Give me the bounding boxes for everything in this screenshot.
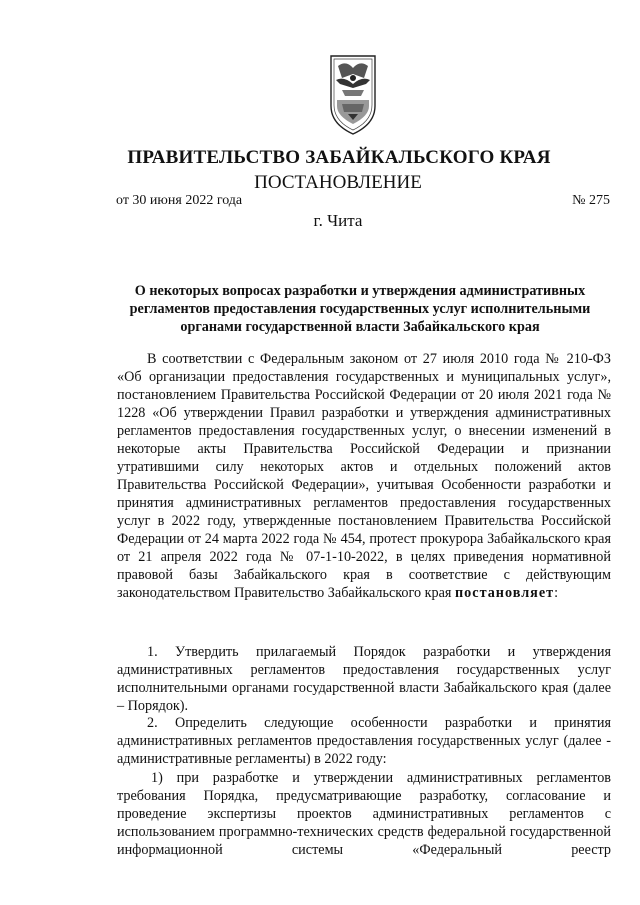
paragraph-2-item-1: 1) при разработке и утверждении административных регламентов требования Порядка, предусматривающие разработку, согласование и проведение экспертизы проектов административных регламентов с использованием программно-технических средств федеральной государственной информационной системы «Федеральный реестр: [117, 770, 611, 858]
document-title: О некоторых вопросах разработки и утверждения административных регламентов предоставления государственных услуг исполнительными органами государственной власти Забайкальского края: [129, 283, 591, 335]
paragraph-2: 2. Определить следующие особенности разработки и принятия административных регламентов предоставления государственных услуг (далее - административные регламенты) в 2022 году:: [117, 715, 611, 767]
resolves-word: постановляет: [455, 585, 555, 601]
document-number: № 275: [572, 193, 610, 208]
paragraph-1: 1. Утвердить прилагаемый Порядок разработки и утверждения административных регламентов предоставления государственных услуг исполнительными органами государственной власти Забайкальского края (далее – Порядок).: [117, 644, 611, 714]
preamble-colon: :: [554, 585, 559, 601]
document-type: ПОСТАНОВЛЕНИЕ: [254, 172, 422, 193]
document-city: г. Чита: [313, 211, 363, 230]
organization-name: ПРАВИТЕЛЬСТВО ЗАБАЙКАЛЬСКОГО КРАЯ: [127, 147, 551, 168]
preamble-paragraph: [117, 350, 611, 602]
document-date: от 30 июня 2022 года: [116, 193, 243, 208]
coat-of-arms-icon: [328, 54, 378, 136]
preamble-text: В соответствии с Федеральным законом от 27 июля 2010 года № 210-ФЗ «Об организации предоставления государственных и муниципальных услуг», постановлением Правительства Российской Федерации от 20 июля 2021 года № 1228 «Об утверждении Правил разработки и утверждения административных регламентов предоставления государственных услуг, о внесении изменений в некоторые акты Правительства Российской Федерации и признании утратившими силу некоторых актов и отдельных положений актов Правительства Российской Федерации», учитывая Особенности разработки и принятия административных регламентов предоставления государственных услуг в 2022 году, утвержденные постановлением Правительства Российской Федерации от 24 марта 2022 года № 454, протест прокурора Забайкальского края от 21 апреля 2022 года № 07-1-10-2022, в целях приведения нормативной правовой базы Забайкальского края в соответствие с действующим законодательством Правительство Забайкальского края: [117, 351, 611, 601]
